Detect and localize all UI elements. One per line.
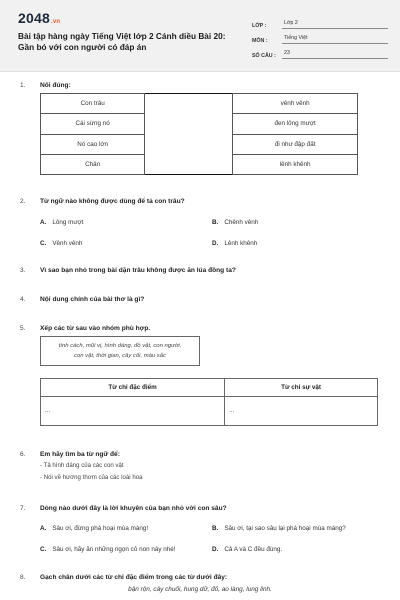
match-right-cell[interactable]: vênh vênh xyxy=(233,94,358,114)
question-text: Gạch chân dưới các từ chỉ đặc điểm trong các từ dưới đây: xyxy=(40,574,228,581)
option-text: Sâu ơi, hãy ăn những ngọn cỏ non này nhé! xyxy=(52,546,176,553)
meta-class-row xyxy=(252,14,388,29)
question-number: 1. xyxy=(20,82,26,89)
meta-info xyxy=(252,14,388,59)
question-text: Xếp các từ sau vào nhóm phù hợp. xyxy=(40,325,151,332)
table-row xyxy=(41,397,378,426)
match-right-cell[interactable]: đen lông mượt xyxy=(233,114,358,134)
option-letter: C. xyxy=(40,546,47,553)
question-number: 3. xyxy=(20,267,26,274)
question-number: 8. xyxy=(20,574,26,581)
option-text: Sâu ơi, đừng phá hoại mùa màng! xyxy=(52,525,149,532)
question-number: 7. xyxy=(20,505,26,512)
option-c[interactable] xyxy=(40,240,82,247)
word-bank-line: tính cách, mũi vị, hình dáng, đồ vật, con người, xyxy=(58,343,182,349)
match-gap xyxy=(145,94,233,175)
question-number: 5. xyxy=(20,325,26,332)
option-text: Cả A và C đều đúng. xyxy=(224,546,283,553)
underline-words[interactable]: bận rộn, cây chuối, hung dữ, đỏ, ao làng, lung linh. xyxy=(128,586,272,593)
option-text: Lông mượt xyxy=(52,219,84,226)
match-right-cell[interactable]: lênh khênh xyxy=(233,154,358,174)
meta-subject-row xyxy=(252,29,388,44)
worksheet-header xyxy=(0,0,400,72)
option-letter: B. xyxy=(212,219,219,226)
question-number: 4. xyxy=(20,296,26,303)
match-left-cell[interactable]: Cái sừng nó xyxy=(41,114,145,134)
option-a[interactable] xyxy=(40,219,83,226)
question-number: 2. xyxy=(20,198,26,205)
option-text: Lênh khênh xyxy=(224,240,258,247)
option-letter: D. xyxy=(212,546,219,553)
option-letter: B. xyxy=(212,525,219,532)
option-text: Sâu ơi, tại sao sâu lại phá hoại mùa màng? xyxy=(224,525,346,532)
question-text: Nội dung chính của bài thơ là gì? xyxy=(40,296,145,303)
option-b[interactable] xyxy=(212,525,346,532)
class-value: Lớp 2 xyxy=(282,20,388,29)
option-text: Chênh vênh xyxy=(224,219,259,226)
option-b[interactable] xyxy=(212,219,258,226)
option-d[interactable] xyxy=(212,546,282,553)
option-letter: A. xyxy=(40,525,47,532)
count-value: 23 xyxy=(282,50,388,59)
question-text: Vì sao bạn nhỏ trong bài dặn trâu không được ăn lúa đồng ta? xyxy=(40,267,236,274)
subject-value: Tiếng Việt xyxy=(282,35,388,44)
logo-sub: .vn xyxy=(50,19,61,25)
table-header-row xyxy=(41,379,378,397)
column-header: Từ chỉ sự vật xyxy=(225,379,378,397)
option-text: Vênh vênh xyxy=(52,240,83,247)
meta-count-row xyxy=(252,44,388,59)
class-label: LỚP : xyxy=(252,23,267,29)
option-letter: C. xyxy=(40,240,47,247)
option-d[interactable] xyxy=(212,240,257,247)
word-bank-line: con vật, thời gian, cây cối, màu sắc xyxy=(74,353,166,359)
count-label: SỐ CÂU : xyxy=(252,53,276,59)
option-letter: A. xyxy=(40,219,47,226)
bullet-item: - Nói về hương thơm của các loài hoa xyxy=(40,474,143,481)
question-number: 6. xyxy=(20,451,26,458)
bullet-item: - Tả hình dáng của các con vật xyxy=(40,462,124,469)
option-a[interactable] xyxy=(40,525,148,532)
word-bank-box xyxy=(40,336,200,366)
subject-label: MÔN : xyxy=(252,38,268,44)
classification-table xyxy=(40,378,378,426)
question-text: Em hãy tìm ba từ ngữ để: xyxy=(40,451,120,458)
answer-cell[interactable]: ... xyxy=(225,397,378,426)
option-letter: D. xyxy=(212,240,219,247)
site-logo[interactable] xyxy=(18,10,60,26)
table-row xyxy=(41,94,358,114)
answer-cell[interactable]: ... xyxy=(41,397,225,426)
matching-table xyxy=(40,93,358,175)
page-title: Bài tập hàng ngày Tiếng Việt lớp 2 Cánh diều Bài 20: Gần bó với con người có đáp án xyxy=(18,31,226,52)
match-left-cell[interactable]: Nó cao lớn xyxy=(41,134,145,154)
logo-main: 2048 xyxy=(18,10,50,26)
match-right-cell[interactable]: đi như đập đất xyxy=(233,134,358,154)
match-left-cell[interactable]: Chân xyxy=(41,154,145,174)
option-c[interactable] xyxy=(40,546,176,553)
question-text: Từ ngữ nào không được dùng để tả con trâu? xyxy=(40,198,185,205)
question-text: Dòng nào dưới đây là lời khuyên của bạn nhỏ với con sâu? xyxy=(40,505,227,512)
question-text: Nối đúng: xyxy=(40,82,71,89)
column-header: Từ chỉ đặc điểm xyxy=(41,379,225,397)
match-left-cell[interactable]: Con trâu xyxy=(41,94,145,114)
